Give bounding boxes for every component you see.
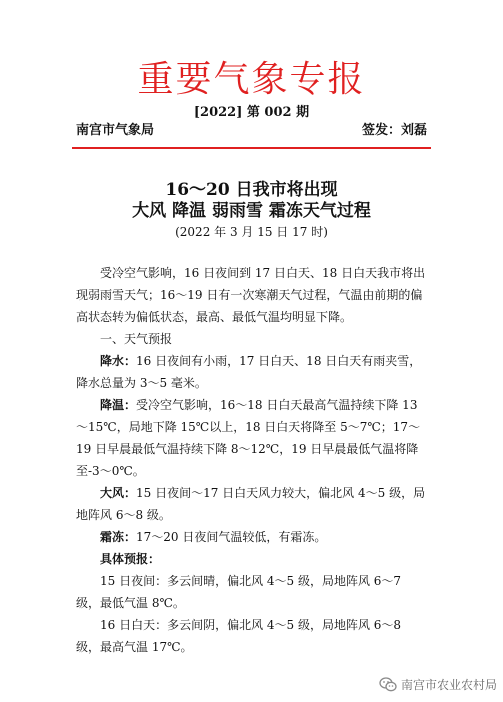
watermark — [379, 676, 497, 693]
frost-label: 霜冻： — [100, 530, 137, 544]
day16-paragraph: 16 日白天：多云间阴，偏北风 4～5 级，局地阵风 6～8 级，最高气温 17℃。 — [76, 618, 402, 654]
temp-label: 降温： — [100, 398, 137, 412]
wechat-icon — [379, 677, 397, 692]
headline-line2: 大风 降温 弱雨雪 霜冻天气过程 — [132, 201, 371, 221]
precip-text: 16 日夜间有小雨，17 日白天、18 日白天有雨夹雪，降水总量为 3～5 毫米。 — [76, 354, 422, 390]
temp-text: 受冷空气影响，16～18 日白天最高气温持续下降 13～15℃，局地下降 15℃以上，18 日白天将降至 5～7℃；17～19 日早晨最低气温持续下降 8～12℃，19 日早晨最低气温将降至-3～0℃。 — [76, 398, 421, 478]
intro-paragraph: 受冷空气影响，16 日夜间到 17 日白天、18 日白天我市将出现弱雨雪天气；16～19 日有一次寒潮天气过程，气温由前期的偏高状态转为偏低状态，最高、最低气温均明显下降。 — [76, 266, 426, 324]
watermark-text: 南宫市农业农村局 — [400, 678, 497, 692]
agency-name: 南宫市气象局 — [76, 123, 155, 138]
wind-label: 大风： — [100, 486, 137, 500]
section-heading: 一、天气预报 — [100, 332, 173, 346]
wind-paragraph — [76, 482, 428, 526]
precip-paragraph — [76, 350, 428, 394]
headline — [0, 180, 503, 222]
temp-paragraph — [76, 394, 428, 482]
wind-text: 15 日夜间～17 日白天风力较大，偏北风 4～5 级，局地阵风 6～8 级。 — [76, 486, 426, 522]
meta-row — [76, 122, 427, 140]
detail-heading — [76, 548, 428, 570]
masthead-title: 重要气象专报 — [137, 59, 366, 100]
frost-text: 17～20 日夜间气温较低，有霜冻。 — [136, 530, 327, 544]
headline-date: (2022 年 3 月 15 日 17 时) — [175, 225, 328, 239]
headline-line1: 16～20 日我市将出现 — [165, 180, 338, 200]
red-divider — [72, 147, 431, 149]
detail-title: 具体预报： — [100, 552, 161, 566]
frost-paragraph — [76, 526, 428, 548]
issue-number: [2022] 第 002 期 — [193, 105, 310, 120]
precip-label: 降水： — [100, 354, 137, 368]
night15-paragraph: 15 日夜间：多云间晴，偏北风 4～5 级，局地阵风 6～7 级，最低气温 8℃。 — [76, 574, 402, 610]
signer: 签发：刘磊 — [361, 123, 427, 138]
body-text — [76, 262, 428, 658]
